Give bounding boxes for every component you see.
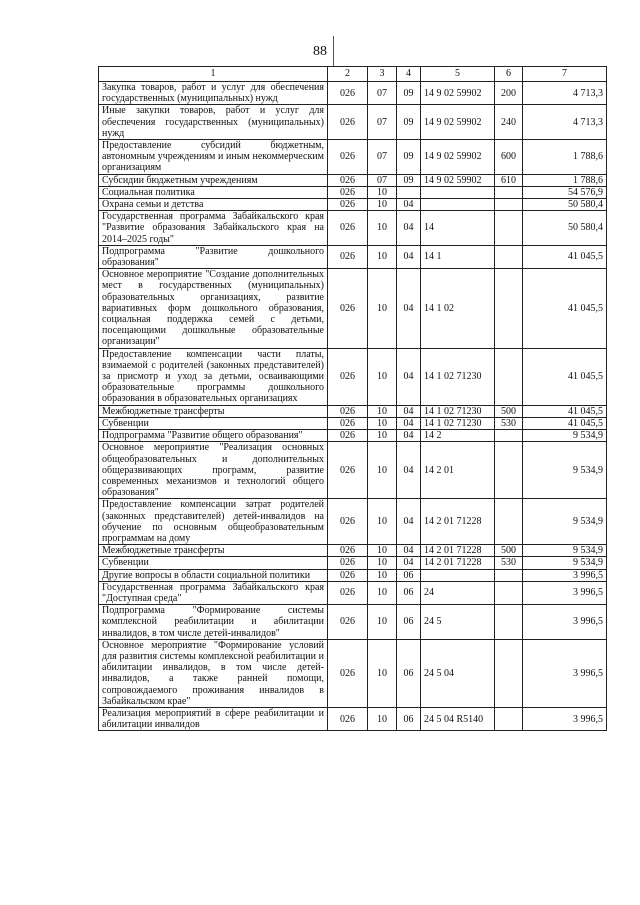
amount-cell: 9 534,9 xyxy=(523,442,607,499)
table-row xyxy=(99,417,607,429)
item-name-cell: Социальная политика xyxy=(99,186,328,198)
subsection-code-cell: 09 xyxy=(397,140,421,175)
item-name-cell: Субсидии бюджетным учреждениям xyxy=(99,174,328,186)
expense-type-code-cell xyxy=(495,430,523,442)
ministry-code-cell: 026 xyxy=(328,82,368,105)
item-name-cell: Государственная программа Забайкальского края "Доступная среда" xyxy=(99,581,328,604)
target-article-code-cell: 24 5 04 xyxy=(421,639,495,707)
amount-cell: 9 534,9 xyxy=(523,430,607,442)
amount-cell: 41 045,5 xyxy=(523,348,607,405)
expense-type-code-cell xyxy=(495,348,523,405)
table-row xyxy=(99,105,607,140)
header-cell: 5 xyxy=(421,67,495,82)
expense-type-code-cell xyxy=(495,199,523,211)
table-row xyxy=(99,557,607,569)
target-article-code-cell xyxy=(421,199,495,211)
subsection-code-cell: 06 xyxy=(397,581,421,604)
subsection-code-cell: 04 xyxy=(397,499,421,545)
target-article-code-cell: 14 1 02 xyxy=(421,269,495,348)
section-code-cell: 10 xyxy=(368,245,397,268)
target-article-code-cell: 14 2 01 xyxy=(421,442,495,499)
expense-type-code-cell xyxy=(495,569,523,581)
item-name-cell: Государственная программа Забайкальского края "Развитие образования Забайкальского края на 2014–2025 годы" xyxy=(99,211,328,246)
section-code-cell: 10 xyxy=(368,707,397,730)
table-row xyxy=(99,245,607,268)
amount-cell: 50 580,4 xyxy=(523,211,607,246)
ministry-code-cell: 026 xyxy=(328,581,368,604)
ministry-code-cell: 026 xyxy=(328,707,368,730)
expense-type-code-cell: 240 xyxy=(495,105,523,140)
ministry-code-cell: 026 xyxy=(328,499,368,545)
target-article-code-cell: 14 2 01 71228 xyxy=(421,545,495,557)
subsection-code-cell: 09 xyxy=(397,82,421,105)
section-code-cell: 10 xyxy=(368,639,397,707)
ministry-code-cell: 026 xyxy=(328,105,368,140)
ministry-code-cell: 026 xyxy=(328,430,368,442)
table-row xyxy=(99,186,607,198)
amount-cell: 54 576,9 xyxy=(523,186,607,198)
ministry-code-cell: 026 xyxy=(328,605,368,640)
target-article-code-cell: 14 9 02 59902 xyxy=(421,140,495,175)
ministry-code-cell: 026 xyxy=(328,405,368,417)
table-row xyxy=(99,82,607,105)
target-article-code-cell: 14 9 02 59902 xyxy=(421,174,495,186)
header-cell: 1 xyxy=(99,67,328,82)
header-cell: 3 xyxy=(368,67,397,82)
header-cell: 2 xyxy=(328,67,368,82)
amount-cell: 3 996,5 xyxy=(523,569,607,581)
item-name-cell: Реализация мероприятий в сфере реабилитации и абилитации инвалидов xyxy=(99,707,328,730)
expense-type-code-cell: 500 xyxy=(495,545,523,557)
section-code-cell: 10 xyxy=(368,430,397,442)
target-article-code-cell: 14 9 02 59902 xyxy=(421,105,495,140)
expense-type-code-cell xyxy=(495,186,523,198)
expense-type-code-cell xyxy=(495,269,523,348)
item-name-cell: Основное мероприятие "Формирование условий для развития системы комплексной реабилитации и абилитации инвалидов, в том числе детей-инвалидов, а также ранней помощи, сопровождаемого проживания инвалидов в Забайкальском крае" xyxy=(99,639,328,707)
subsection-code-cell: 04 xyxy=(397,269,421,348)
section-code-cell: 10 xyxy=(368,545,397,557)
section-code-cell: 10 xyxy=(368,269,397,348)
item-name-cell: Субвенции xyxy=(99,557,328,569)
subsection-code-cell: 04 xyxy=(397,442,421,499)
ministry-code-cell: 026 xyxy=(328,186,368,198)
item-name-cell: Предоставление субсидий бюджетным, автономным учреждениям и иным некоммерческим организациям xyxy=(99,140,328,175)
section-code-cell: 10 xyxy=(368,442,397,499)
expense-type-code-cell xyxy=(495,707,523,730)
expense-type-code-cell xyxy=(495,211,523,246)
target-article-code-cell xyxy=(421,186,495,198)
ministry-code-cell: 026 xyxy=(328,269,368,348)
section-code-cell: 07 xyxy=(368,140,397,175)
target-article-code-cell: 14 1 02 71230 xyxy=(421,348,495,405)
subsection-code-cell: 09 xyxy=(397,174,421,186)
target-article-code-cell: 14 2 01 71228 xyxy=(421,499,495,545)
subsection-code-cell: 04 xyxy=(397,199,421,211)
section-code-cell: 10 xyxy=(368,499,397,545)
table-row xyxy=(99,348,607,405)
table-row xyxy=(99,199,607,211)
ministry-code-cell: 026 xyxy=(328,174,368,186)
subsection-code-cell: 06 xyxy=(397,707,421,730)
table-row xyxy=(99,430,607,442)
ministry-code-cell: 026 xyxy=(328,639,368,707)
subsection-code-cell: 06 xyxy=(397,605,421,640)
table-row xyxy=(99,581,607,604)
table-body xyxy=(99,82,607,731)
section-code-cell: 10 xyxy=(368,405,397,417)
budget-table xyxy=(98,66,607,731)
expense-type-code-cell: 200 xyxy=(495,82,523,105)
expense-type-code-cell: 500 xyxy=(495,405,523,417)
target-article-code-cell: 14 2 xyxy=(421,430,495,442)
expense-type-code-cell: 530 xyxy=(495,557,523,569)
amount-cell: 50 580,4 xyxy=(523,199,607,211)
section-code-cell: 07 xyxy=(368,174,397,186)
page-number: 88 xyxy=(313,44,327,59)
subsection-code-cell: 04 xyxy=(397,417,421,429)
target-article-code-cell: 14 9 02 59902 xyxy=(421,82,495,105)
expense-type-code-cell xyxy=(495,605,523,640)
ministry-code-cell: 026 xyxy=(328,245,368,268)
subsection-code-cell: 04 xyxy=(397,245,421,268)
expense-type-code-cell: 530 xyxy=(495,417,523,429)
ministry-code-cell: 026 xyxy=(328,569,368,581)
target-article-code-cell: 14 1 02 71230 xyxy=(421,417,495,429)
item-name-cell: Охрана семьи и детства xyxy=(99,199,328,211)
subsection-code-cell: 04 xyxy=(397,211,421,246)
amount-cell: 3 996,5 xyxy=(523,707,607,730)
expense-type-code-cell xyxy=(495,499,523,545)
amount-cell: 9 534,9 xyxy=(523,499,607,545)
amount-cell: 3 996,5 xyxy=(523,639,607,707)
item-name-cell: Иные закупки товаров, работ и услуг для обеспечения государственных (муниципальных) нужд xyxy=(99,105,328,140)
expense-type-code-cell xyxy=(495,442,523,499)
item-name-cell: Закупка товаров, работ и услуг для обеспечения государственных (муниципальных) нужд xyxy=(99,82,328,105)
header-cell: 6 xyxy=(495,67,523,82)
table-row xyxy=(99,639,607,707)
item-name-cell: Предоставление компенсации затрат родителей (законных представителей) детей-инвалидов на обучение по основным общеобразовательным программам на дому xyxy=(99,499,328,545)
ministry-code-cell: 026 xyxy=(328,211,368,246)
item-name-cell: Межбюджетные трансферты xyxy=(99,405,328,417)
ministry-code-cell: 026 xyxy=(328,140,368,175)
amount-cell: 3 996,5 xyxy=(523,605,607,640)
table-row xyxy=(99,269,607,348)
amount-cell: 41 045,5 xyxy=(523,245,607,268)
expense-type-code-cell: 610 xyxy=(495,174,523,186)
target-article-code-cell: 14 1 02 71230 xyxy=(421,405,495,417)
item-name-cell: Основное мероприятие "Создание дополнительных мест в государственных (муниципальных) образовательных организациях, развитие вариативных форм дошкольного образования, социальная поддержка семей с детьми, посещающими дошкольные образовательные организации" xyxy=(99,269,328,348)
section-code-cell: 10 xyxy=(368,417,397,429)
section-code-cell: 10 xyxy=(368,581,397,604)
subsection-code-cell: 04 xyxy=(397,545,421,557)
ministry-code-cell: 026 xyxy=(328,557,368,569)
table-header-row xyxy=(99,67,607,82)
expense-type-code-cell xyxy=(495,581,523,604)
ministry-code-cell: 026 xyxy=(328,417,368,429)
target-article-code-cell: 24 5 xyxy=(421,605,495,640)
expense-type-code-cell xyxy=(495,639,523,707)
ministry-code-cell: 026 xyxy=(328,545,368,557)
section-code-cell: 07 xyxy=(368,82,397,105)
target-article-code-cell: 14 xyxy=(421,211,495,246)
table-row xyxy=(99,442,607,499)
ministry-code-cell: 026 xyxy=(328,199,368,211)
amount-cell: 1 788,6 xyxy=(523,174,607,186)
target-article-code-cell: 14 2 01 71228 xyxy=(421,557,495,569)
header-cell: 4 xyxy=(397,67,421,82)
table-row xyxy=(99,140,607,175)
amount-cell: 9 534,9 xyxy=(523,545,607,557)
table-row xyxy=(99,174,607,186)
subsection-code-cell: 09 xyxy=(397,105,421,140)
table-row xyxy=(99,545,607,557)
amount-cell: 1 788,6 xyxy=(523,140,607,175)
table-row xyxy=(99,707,607,730)
subsection-code-cell: 06 xyxy=(397,639,421,707)
subsection-code-cell: 04 xyxy=(397,348,421,405)
item-name-cell: Подпрограмма "Развитие дошкольного образования" xyxy=(99,245,328,268)
section-code-cell: 10 xyxy=(368,605,397,640)
table-row xyxy=(99,605,607,640)
amount-cell: 9 534,9 xyxy=(523,557,607,569)
item-name-cell: Подпрограмма "Развитие общего образования" xyxy=(99,430,328,442)
target-article-code-cell: 14 1 xyxy=(421,245,495,268)
expense-type-code-cell: 600 xyxy=(495,140,523,175)
amount-cell: 41 045,5 xyxy=(523,417,607,429)
section-code-cell: 10 xyxy=(368,211,397,246)
amount-cell: 41 045,5 xyxy=(523,269,607,348)
item-name-cell: Подпрограмма "Формирование системы комплексной реабилитации и абилитации инвалидов, в том числе детей-инвалидов" xyxy=(99,605,328,640)
subsection-code-cell: 04 xyxy=(397,557,421,569)
table-row xyxy=(99,569,607,581)
amount-cell: 4 713,3 xyxy=(523,105,607,140)
section-code-cell: 07 xyxy=(368,105,397,140)
amount-cell: 4 713,3 xyxy=(523,82,607,105)
subsection-code-cell: 04 xyxy=(397,430,421,442)
item-name-cell: Предоставление компенсации части платы, взимаемой с родителей (законных представителей) за присмотр и уход за детьми, осваивающими образовательные программы дошкольного образования в образовательных организациях xyxy=(99,348,328,405)
target-article-code-cell xyxy=(421,569,495,581)
subsection-code-cell: 06 xyxy=(397,569,421,581)
amount-cell: 41 045,5 xyxy=(523,405,607,417)
item-name-cell: Другие вопросы в области социальной политики xyxy=(99,569,328,581)
target-article-code-cell: 24 5 04 R5140 xyxy=(421,707,495,730)
item-name-cell: Основное мероприятие "Реализация основных общеобразовательных и дополнительных общеразвивающих программ, развитие современных механизмов и технологий общего образования" xyxy=(99,442,328,499)
subsection-code-cell: 04 xyxy=(397,405,421,417)
subsection-code-cell xyxy=(397,186,421,198)
table-row xyxy=(99,405,607,417)
section-code-cell: 10 xyxy=(368,199,397,211)
section-code-cell: 10 xyxy=(368,186,397,198)
section-code-cell: 10 xyxy=(368,557,397,569)
item-name-cell: Субвенции xyxy=(99,417,328,429)
ministry-code-cell: 026 xyxy=(328,442,368,499)
ministry-code-cell: 026 xyxy=(328,348,368,405)
section-code-cell: 10 xyxy=(368,348,397,405)
header-cell: 7 xyxy=(523,67,607,82)
table-row xyxy=(99,499,607,545)
item-name-cell: Межбюджетные трансферты xyxy=(99,545,328,557)
expense-type-code-cell xyxy=(495,245,523,268)
table-row xyxy=(99,211,607,246)
section-code-cell: 10 xyxy=(368,569,397,581)
amount-cell: 3 996,5 xyxy=(523,581,607,604)
target-article-code-cell: 24 xyxy=(421,581,495,604)
